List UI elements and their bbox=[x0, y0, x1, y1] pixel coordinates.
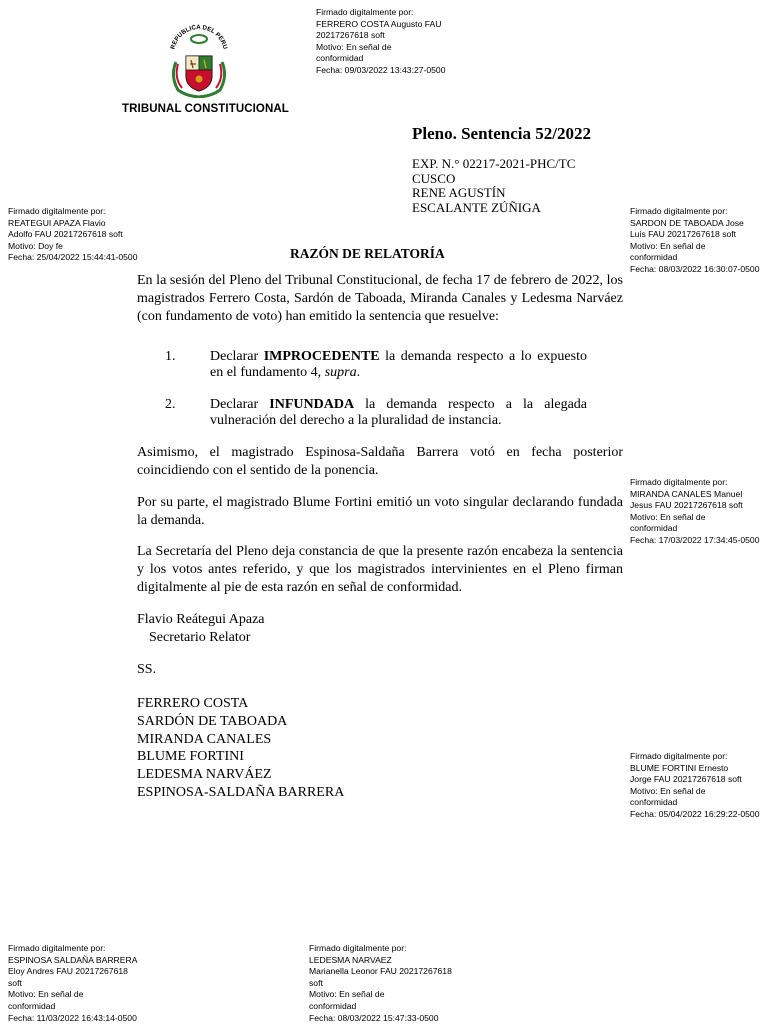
item-text: la demanda respecto a lo expuesto bbox=[379, 349, 587, 364]
sig-line: Motivo: En señal de bbox=[8, 989, 84, 1000]
sig-line: Jorge FAU 20217267618 soft bbox=[630, 774, 742, 785]
svg-text:REPUBLICA DEL PERU bbox=[169, 24, 228, 51]
section-heading: RAZÓN DE RELATORÍA bbox=[290, 246, 445, 261]
item-number: 2. bbox=[165, 397, 176, 412]
paragraph-blume: Por su parte, el magistrado Blume Fortini emitió un voto singular declarando fundada la demanda. bbox=[137, 495, 623, 528]
sig-line: Adolfo FAU 20217267618 soft bbox=[8, 229, 123, 240]
magistrate-name: LEDESMA NARVÁEZ bbox=[137, 767, 272, 783]
sig-line: 20217267618 soft bbox=[316, 30, 385, 41]
signature-sardon bbox=[630, 206, 760, 276]
item-text: la demanda respecto a la alegada bbox=[354, 397, 587, 412]
sig-line: Fecha: 09/03/2022 13:43:27-0500 bbox=[316, 64, 446, 75]
sig-line: BLUME FORTINI Ernesto bbox=[630, 762, 729, 773]
magistrate-name: BLUME FORTINI bbox=[137, 749, 244, 765]
signature-reategui bbox=[8, 206, 138, 264]
item-text: Declarar bbox=[210, 349, 264, 364]
institution-name: TRIBUNAL CONSTITUCIONAL bbox=[122, 103, 289, 115]
intro-paragraph: En la sesión del Pleno del Tribunal Constitucional, de fecha 17 de febrero de 2022, los magistrados Ferrero Costa, Sardón de Taboada, Miranda Canales y Ledesma Narváez (con fundamento de voto) han emitido la sentencia que resuelve: bbox=[137, 273, 623, 324]
sig-line: Motivo: En señal de bbox=[630, 240, 706, 251]
secretary-role: Secretario Relator bbox=[149, 629, 251, 645]
sig-line: conformidad bbox=[309, 1000, 357, 1011]
sig-line: LEDESMA NARVAEZ bbox=[309, 954, 392, 965]
sig-line: Fecha: 11/03/2022 16:43:14-0500 bbox=[8, 1012, 137, 1023]
signature-blume bbox=[630, 751, 760, 821]
sig-line: Fecha: 08/03/2022 16:30:07-0500 bbox=[630, 263, 760, 274]
item-text: vulneración del derecho a la pluralidad de instancia. bbox=[210, 413, 502, 428]
resolution-item-2 bbox=[210, 397, 587, 429]
sig-line: Fecha: 17/03/2022 17:34:45-0500 bbox=[630, 534, 760, 545]
sig-line: Motivo: En señal de bbox=[309, 989, 385, 1000]
signature-miranda bbox=[630, 477, 760, 547]
case-line: RENE AGUSTÍN bbox=[412, 185, 506, 200]
sig-line: SARDON DE TABOADA Jose bbox=[630, 217, 744, 228]
sig-line: Firmado digitalmente por: bbox=[630, 477, 728, 487]
item-verdict: IMPROCEDENTE bbox=[263, 349, 380, 364]
seal-text: REPUBLICA DEL PERU bbox=[169, 24, 229, 51]
document-title: Pleno. Sentencia 52/2022 bbox=[412, 124, 591, 143]
sig-line: Firmado digitalmente por: bbox=[630, 751, 728, 761]
secretary-signature bbox=[137, 611, 265, 647]
sig-line: Motivo: En señal de bbox=[630, 785, 706, 796]
sig-line: Firmado digitalmente por: bbox=[316, 7, 414, 17]
sig-line: MIRANDA CANALES Manuel bbox=[630, 488, 743, 499]
sig-line: Motivo: Doy fe bbox=[8, 240, 63, 251]
sig-line: conformidad bbox=[630, 523, 678, 534]
item-verdict: INFUNDADA bbox=[269, 397, 355, 412]
ss-label: SS. bbox=[137, 662, 157, 677]
signature-espinosa bbox=[8, 943, 137, 1024]
case-file-info bbox=[412, 157, 575, 215]
sig-line: Motivo: En señal de bbox=[316, 41, 392, 52]
sig-line: Marianella Leonor FAU 20217267618 bbox=[309, 966, 452, 977]
secretary-name: Flavio Reátegui Apaza bbox=[137, 612, 265, 627]
sig-line: conformidad bbox=[8, 1000, 56, 1011]
sig-line: FERRERO COSTA Augusto FAU bbox=[316, 18, 442, 29]
magistrate-name: FERRERO COSTA bbox=[137, 696, 249, 711]
magistrate-name: ESPINOSA-SALDAÑA BARRERA bbox=[137, 784, 345, 800]
sig-line: Fecha: 05/04/2022 16:29:22-0500 bbox=[630, 808, 760, 819]
signature-ledesma bbox=[309, 943, 452, 1024]
sig-line: ESPINOSA SALDAÑA BARRERA bbox=[8, 954, 138, 965]
sig-line: Firmado digitalmente por: bbox=[8, 206, 106, 216]
sig-line: REATEGUI APAZA Flavio bbox=[8, 217, 106, 228]
paragraph-espinosa: Asimismo, el magistrado Espinosa-Saldaña Barrera votó en fecha posterior coincidiendo con el sentido de la ponencia. bbox=[137, 445, 623, 478]
sig-line: Motivo: En señal de bbox=[630, 511, 706, 522]
sig-line: Firmado digitalmente por: bbox=[630, 206, 728, 216]
sig-line: soft bbox=[8, 977, 22, 988]
sig-line: Fecha: 08/03/2022 15:47:33-0500 bbox=[309, 1012, 439, 1023]
sig-line: conformidad bbox=[316, 53, 364, 64]
paragraph-secretaria: La Secretaría del Pleno deja constancia de que la presente razón encabeza la sentencia y los votos antes referido, y que los magistrados intervinientes en el Pleno firman digitalmente al pie de esta razón en señal de conformidad. bbox=[137, 544, 623, 595]
magistrate-name: MIRANDA CANALES bbox=[137, 731, 272, 747]
magistrate-name: SARDÓN DE TABOADA bbox=[137, 713, 288, 729]
coat-of-arms-icon bbox=[166, 24, 232, 98]
sig-line: Jesus FAU 20217267618 soft bbox=[630, 500, 743, 511]
resolution-item-1 bbox=[210, 349, 587, 381]
case-line: ESCALANTE ZÚÑIGA bbox=[412, 199, 541, 215]
sig-line: Luis FAU 20217267618 soft bbox=[630, 229, 737, 240]
sig-line: Firmado digitalmente por: bbox=[8, 943, 106, 953]
sig-line: Firmado digitalmente por: bbox=[309, 943, 407, 953]
item-text: en el fundamento 4, bbox=[210, 365, 325, 380]
item-text: . bbox=[356, 365, 361, 380]
sig-line: Eloy Andres FAU 20217267618 bbox=[8, 966, 128, 977]
item-number: 1. bbox=[165, 349, 176, 364]
case-line: CUSCO bbox=[412, 170, 456, 186]
sig-line: conformidad bbox=[630, 797, 678, 808]
sig-line: conformidad bbox=[630, 252, 678, 263]
item-text: Declarar bbox=[210, 397, 270, 412]
signature-ferrero bbox=[316, 7, 446, 77]
sig-line: Fecha: 25/04/2022 15:44:41-0500 bbox=[8, 252, 138, 263]
magistrates-list bbox=[137, 695, 344, 802]
item-italic: supra bbox=[324, 365, 357, 380]
case-line: EXP. N.° 02217-2021-PHC/TC bbox=[412, 156, 576, 171]
sig-line: soft bbox=[309, 977, 323, 988]
